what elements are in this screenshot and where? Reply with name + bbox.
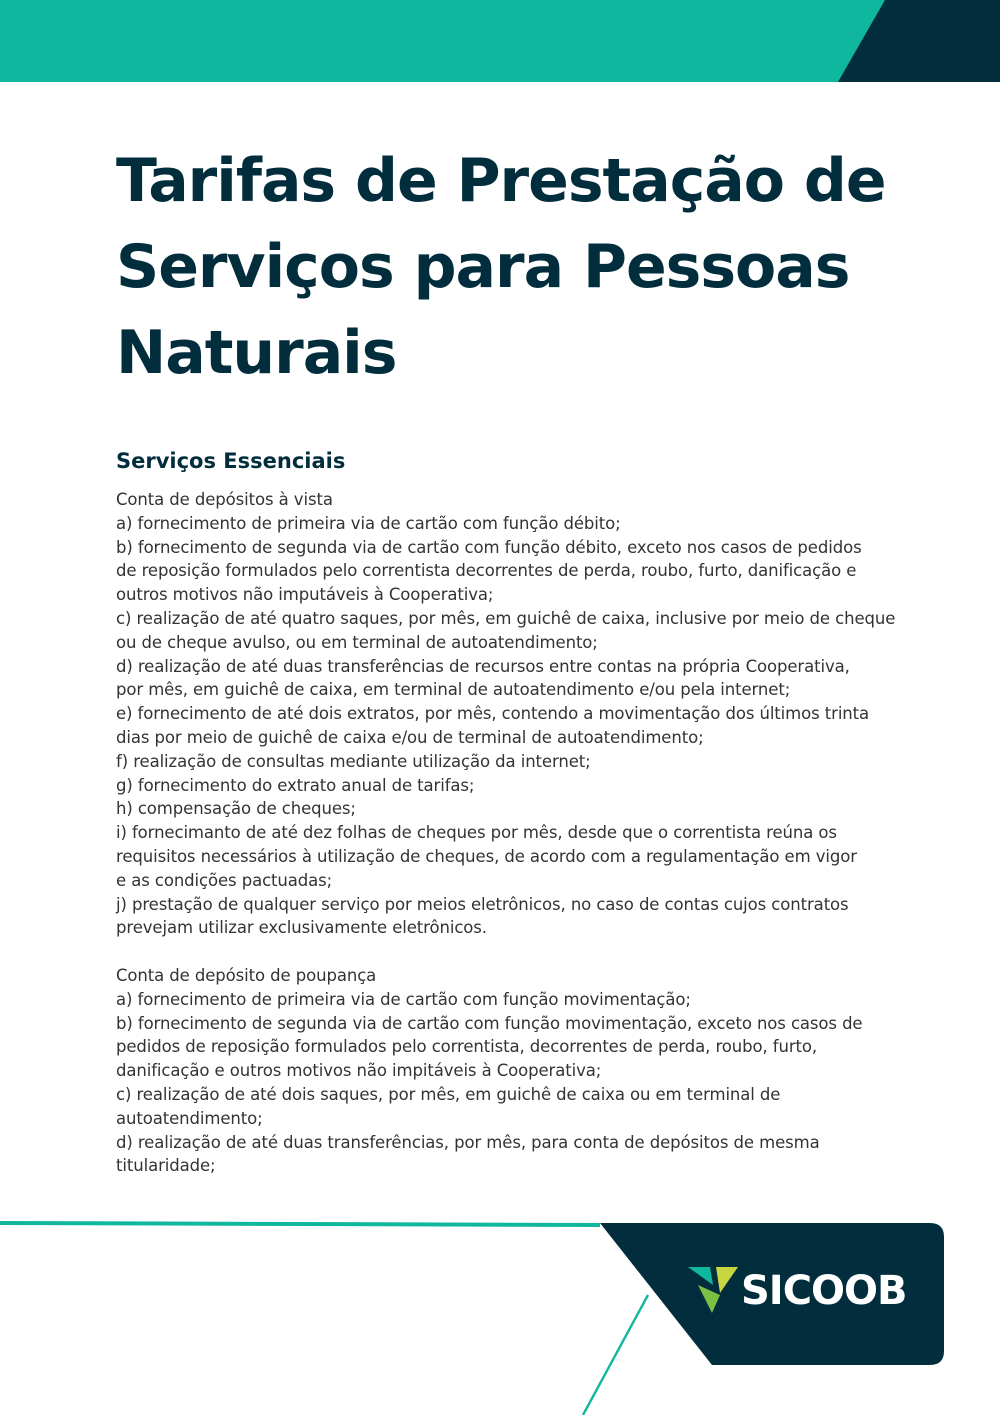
text-line: de reposição formulados pelo correntista decorrentes de perda, roubo, furto, danificação e <box>116 561 857 581</box>
text-line: i) fornecimanto de até dez folhas de cheques por mês, desde que o correntista reúna os <box>116 823 837 843</box>
text-line: prevejam utilizar exclusivamente eletrônicos. <box>116 918 487 938</box>
text-line: pedidos de reposição formulados pelo correntista, decorrentes de perda, roubo, furto, <box>116 1037 818 1057</box>
text-line: a) fornecimento de primeira via de cartão com função movimentação; <box>116 989 691 1009</box>
text-line: por mês, em guichê de caixa, em terminal de autoatendimento e/ou pela internet; <box>116 680 791 700</box>
section-heading: Serviços Essenciais <box>116 449 346 473</box>
text-line: b) fornecimento de segunda via de cartão com função movimentação, exceto nos casos de <box>116 1013 863 1033</box>
sicoob-logo-text: SICOOB <box>741 1268 907 1314</box>
text-line: j) prestação de qualquer serviço por meios eletrônicos, no caso de contas cujos contratos <box>116 894 849 914</box>
text-line: Conta de depósito de poupança <box>116 965 377 985</box>
text-line: e) fornecimento de até dois extratos, por mês, contendo a movimentação dos últimos trinta <box>116 704 870 724</box>
text-line: titularidade; <box>116 1156 216 1176</box>
footer-banner <box>0 1215 1000 1415</box>
top-banner <box>0 0 1000 82</box>
text-line: e as condições pactuadas; <box>116 870 333 890</box>
text-line: ou de cheque avulso, ou em terminal de autoatendimento; <box>116 632 598 652</box>
text-line: a) fornecimento de primeira via de cartão com função débito; <box>116 513 621 533</box>
paragraph-gap <box>116 940 946 964</box>
text-line: d) realização de até duas transferências, por mês, para conta de depósitos de mesma <box>116 1132 820 1152</box>
text-line: c) realização de até dois saques, por mês, em guichê de caixa ou em terminal de <box>116 1084 781 1104</box>
text-line: d) realização de até duas transferências de recursos entre contas na própria Cooperativa, <box>116 656 850 676</box>
page-title <box>116 138 956 396</box>
title-line: Tarifas de Prestação de <box>116 146 886 216</box>
text-line: b) fornecimento de segunda via de cartão com função débito, exceto nos casos de pedidos <box>116 537 862 557</box>
text-line: h) compensação de cheques; <box>116 799 356 819</box>
text-line: danificação e outros motivos não impitáveis à Cooperativa; <box>116 1061 602 1081</box>
text-line: requisitos necessários à utilização de cheques, de acordo com a regulamentação em vigor <box>116 846 857 866</box>
title-line: Serviços para Pessoas <box>116 232 850 302</box>
document-body <box>116 488 946 1178</box>
text-line: Conta de depósitos à vista <box>116 490 333 509</box>
text-line: g) fornecimento do extrato anual de tarifas; <box>116 775 475 795</box>
text-line: c) realização de até quatro saques, por mês, em guichê de caixa, inclusive por meio de cheque <box>116 608 896 628</box>
title-line: Naturais <box>116 318 397 388</box>
text-line: outros motivos não imputáveis à Cooperativa; <box>116 585 494 605</box>
text-line: f) realização de consultas mediante utilização da internet; <box>116 751 591 771</box>
text-line: dias por meio de guichê de caixa e/ou de terminal de autoatendimento; <box>116 727 704 747</box>
text-line: autoatendimento; <box>116 1108 263 1128</box>
sicoob-chevron-logo-icon <box>688 1265 738 1315</box>
